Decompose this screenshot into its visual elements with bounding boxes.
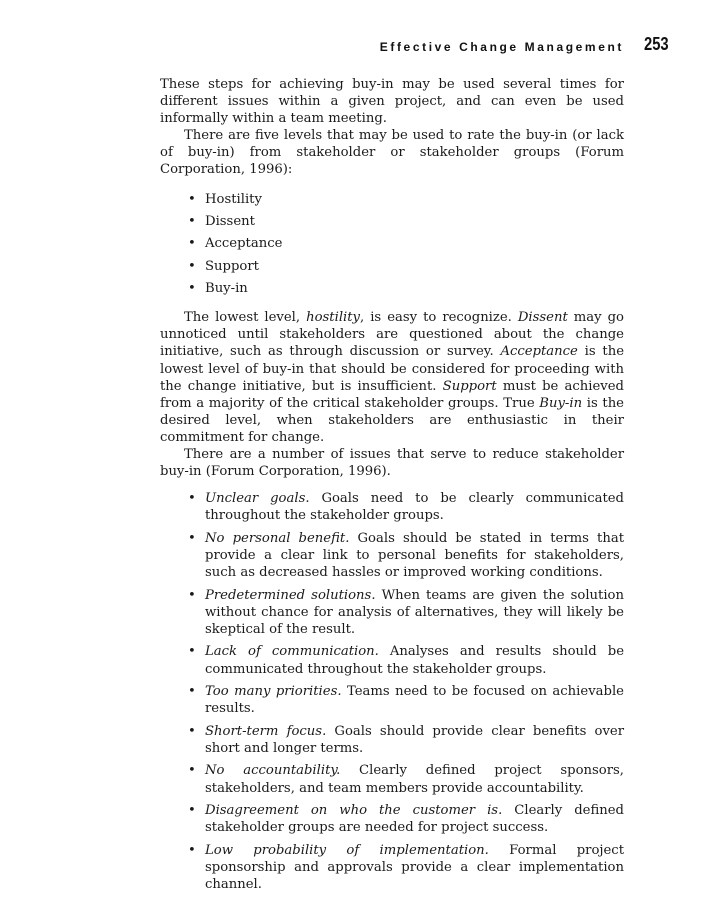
list-item: • Acceptance <box>188 236 283 252</box>
list-item: • No accountability. Clearly defined project sponsors, stakeholders, and team members provide accountability. <box>188 763 624 796</box>
running-title: Effective Change Management <box>379 39 624 54</box>
list-item: • Buy-in <box>188 281 248 297</box>
running-head <box>160 34 669 56</box>
list-item: • Hostility <box>188 191 262 207</box>
bullet-icon: • <box>188 236 196 252</box>
bullet-icon: • <box>188 644 196 660</box>
book-page <box>160 0 669 900</box>
paragraph-1: These steps for achieving buy-in may be used several times for different issues within a given project, and can even be used informally within a team meeting. <box>160 77 624 127</box>
buy-in-levels-list <box>160 191 624 298</box>
bullet-icon: • <box>188 530 196 546</box>
list-item: • Predetermined solutions. When teams are given the solution without chance for analysis of alternatives, they will likely be skeptical of the result. <box>188 587 624 637</box>
body-text <box>160 76 624 899</box>
bullet-icon: • <box>188 191 196 207</box>
list-item: • Low probability of implementation. Formal project sponsorship and approvals provide a clear implementation channel. <box>188 842 624 893</box>
bullet-icon: • <box>188 723 196 739</box>
list-item: • Unclear goals. Goals need to be clearly communicated throughout the stakeholder groups. <box>188 491 625 524</box>
issues-list <box>160 490 624 893</box>
list-item: • Disagreement on who the customer is. Clearly defined stakeholder groups are needed for project success. <box>188 803 624 836</box>
list-item: • Short-term focus. Goals should provide clear benefits over short and longer terms. <box>188 723 624 756</box>
bullet-icon: • <box>188 281 196 297</box>
bullet-icon: • <box>188 803 196 819</box>
bullet-icon: • <box>188 842 196 858</box>
list-item: • Dissent <box>188 213 255 229</box>
list-item: • Lack of communication. Analyses and results should be communicated throughout the stakeholder groups. <box>188 644 624 677</box>
bullet-icon: • <box>188 684 196 700</box>
paragraph-3: The lowest level, hostility, is easy to recognize. Dissent may go unnoticed until stakeholders are questioned about the change initiative, such as through discussion or survey. Acceptance is the lowest level of buy-in that should be considered for proceeding with the change initiative, but is insufficient. Support must be achieved from a majority of the critical stakeholder groups. True Buy-in is the desired level, when stakeholders are enthusiastic in their commitment for change. <box>160 310 624 445</box>
bullet-icon: • <box>188 491 196 507</box>
bullet-icon: • <box>188 587 196 603</box>
list-item: • No personal benefit. Goals should be stated in terms that provide a clear link to personal benefits for stakeholders, such as decreased hassles or improved working conditions. <box>188 530 624 581</box>
paragraph-2: There are five levels that may be used to rate the buy-in (or lack of buy-in) from stakeholder or stakeholder groups (Forum Corporation, 1996): <box>160 128 624 178</box>
list-item: • Support <box>188 258 259 274</box>
bullet-icon: • <box>188 258 196 274</box>
page-number: 253 <box>644 34 669 54</box>
paragraph-4: There are a number of issues that serve to reduce stakeholder buy-in (Forum Corporation, 1996). <box>160 446 624 480</box>
list-item: • Too many priorities. Teams need to be focused on achievable results. <box>188 684 624 717</box>
bullet-icon: • <box>188 763 196 779</box>
bullet-icon: • <box>188 213 196 229</box>
